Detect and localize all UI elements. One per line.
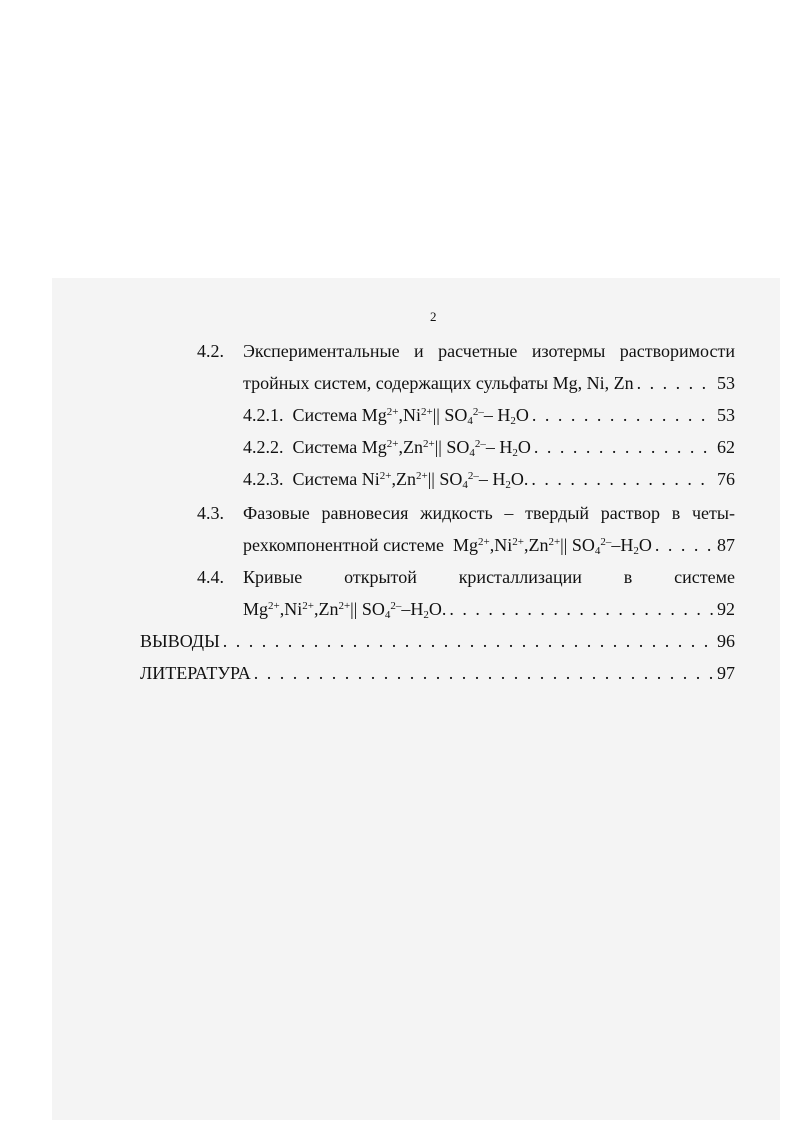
toc-page-4-3: 87: [717, 535, 735, 555]
toc-number-4-2-2: 4.2.2.: [243, 437, 284, 457]
toc-page-4-2-3: 76: [717, 469, 735, 489]
toc-page-conclusions: 96: [717, 631, 735, 651]
toc-entry-4-2-2[interactable]: [243, 436, 735, 458]
toc-title-4-2-line2: тройных систем, содержащих сульфаты Mg, Ni, Zn: [243, 373, 634, 393]
toc-entry-4-3[interactable]: [243, 534, 735, 556]
toc-entry-conclusions[interactable]: [140, 630, 735, 652]
toc-page-4-2-1: 53: [717, 405, 735, 425]
formula-4-2-2: $Mg^{2+},Zn^{2+}||$ $SO_4^{2-}-$ $H_2O$: [361, 437, 531, 459]
formula-4-3: $Mg^{2+},Ni^{2+},Zn^{2+}||$ $SO_4^{2-}-H_2O$: [453, 535, 652, 557]
dot-leader: [532, 404, 714, 426]
formula-4-2-1: $Mg^{2+},Ni^{2+}||$ $SO_4^{2-}-$ $H_2O$: [361, 405, 529, 427]
dot-leader: [637, 372, 714, 394]
toc-entry-literature[interactable]: [140, 662, 735, 684]
toc-title-4-2-line1: Экспериментальные и расчетные изотермы растворимости: [243, 341, 735, 361]
toc-word-system: Система: [292, 469, 358, 489]
toc-title-4-3-line1: Фазовые равновесия жидкость – твердый раствор в четы-: [243, 503, 735, 523]
toc-title-conclusions: ВЫВОДЫ: [140, 631, 220, 651]
toc-number-4-2-3: 4.2.3.: [243, 469, 284, 489]
dot-leader: [254, 662, 714, 684]
toc-title-literature: ЛИТЕРАТУРА: [140, 663, 251, 683]
toc-number-4-4: 4.4.: [197, 567, 224, 587]
toc-number-4-2: 4.2.: [197, 341, 224, 361]
dot-leader: [223, 630, 714, 652]
toc-number-4-3: 4.3.: [197, 503, 224, 523]
toc-title-4-3-line2: рехкомпонентной системе: [243, 535, 444, 555]
toc-entry-4-2-1[interactable]: [243, 404, 735, 426]
toc-page-4-4: 92: [717, 599, 735, 619]
dot-leader: [534, 436, 714, 458]
formula-4-4: $Mg^{2+},Ni^{2+},Zn^{2+}||$ $SO_4^{2-}-H_2O$.: [243, 599, 447, 621]
dot-leader: [449, 598, 714, 620]
dot-leader: [655, 534, 714, 556]
toc-word-system: Система: [292, 405, 358, 425]
formula-4-2-3: $Ni^{2+},Zn^{2+}||$ $SO_4^{2-}-$ $H_2O$.: [361, 469, 529, 491]
toc-page-4-2-2: 62: [717, 437, 735, 457]
toc-entry-4-2-3[interactable]: [243, 468, 735, 490]
toc-word-system: Система: [292, 437, 358, 457]
toc-page-4-2: 53: [717, 373, 735, 393]
toc-number-4-2-1: 4.2.1.: [243, 405, 284, 425]
page-number: 2: [430, 309, 437, 324]
dot-leader: [531, 468, 714, 490]
toc-entry-4-2[interactable]: [243, 372, 735, 394]
toc-entry-4-4[interactable]: [243, 598, 735, 620]
toc-page-literature: 97: [717, 663, 735, 683]
toc-title-4-4-line1: Кривые открытой кристаллизации в системе: [243, 567, 735, 587]
